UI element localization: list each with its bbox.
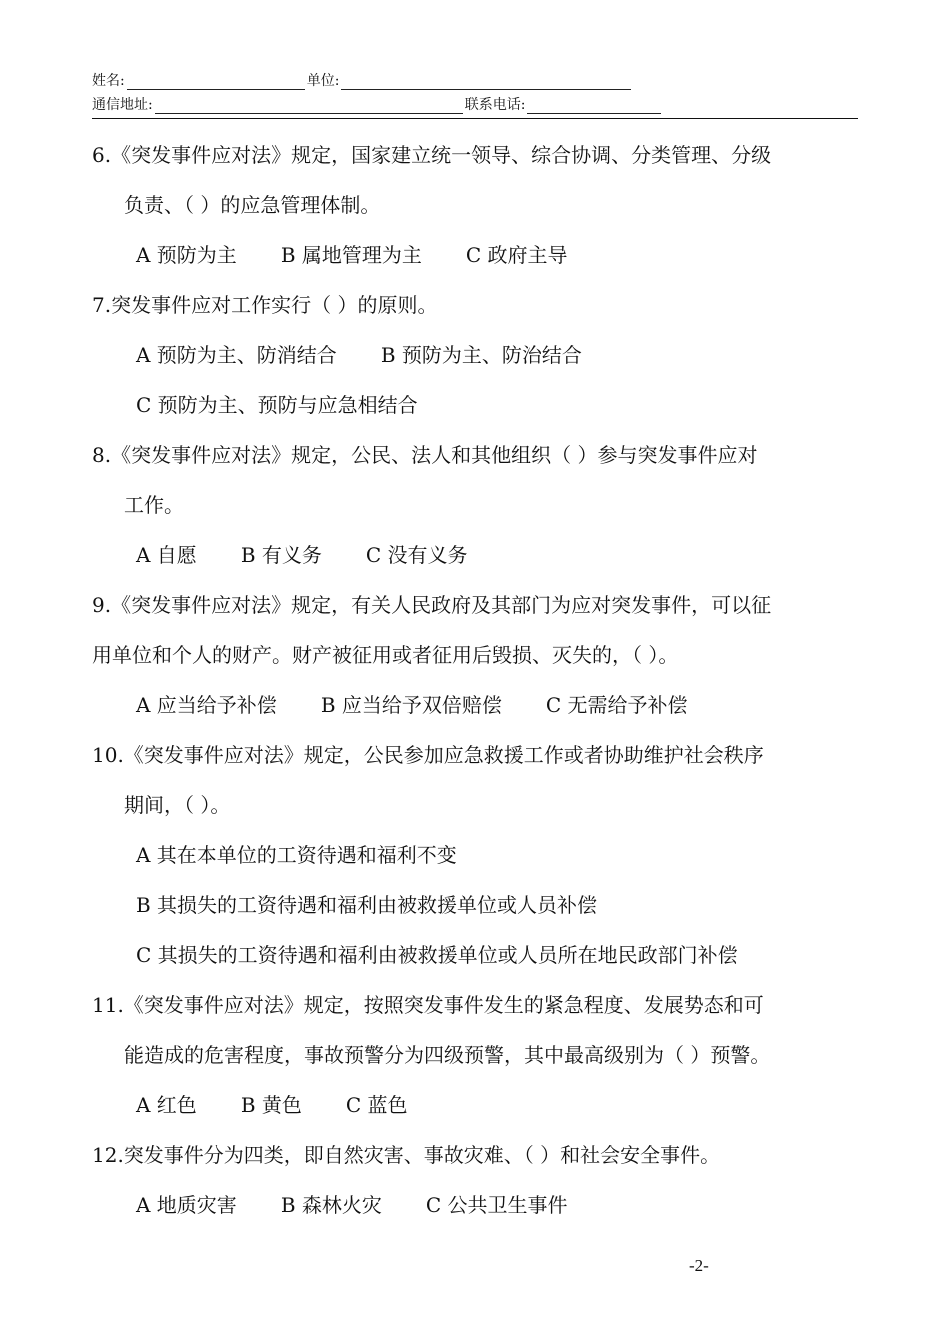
address-label: 通信地址:: [92, 97, 153, 113]
question-7: [92, 280, 862, 430]
question-text: 期间，（ ）。: [124, 793, 231, 817]
option-a[interactable]: A 自愿: [136, 543, 197, 567]
option-row: [92, 1080, 862, 1130]
option-row: [92, 230, 862, 280]
address-field[interactable]: [155, 97, 463, 114]
question-text: 6.《突发事件应对法》规定，国家建立统一领导、综合协调、分类管理、分级: [92, 143, 772, 167]
option-b[interactable]: B 黄色: [240, 1093, 302, 1117]
option-b[interactable]: B 其损失的工资待遇和福利由被救援单位或人员补偿: [136, 893, 598, 917]
option-row: [92, 530, 862, 580]
option-c[interactable]: C 政府主导: [465, 243, 568, 267]
question-text: 11.《突发事件应对法》规定，按照突发事件发生的紧急程度、发展势态和可: [92, 993, 764, 1017]
question-text: 7.突发事件应对工作实行（ ）的原则。: [92, 293, 438, 317]
option-a[interactable]: A 预防为主、防消结合: [136, 343, 337, 367]
question-text: 用单位和个人的财产。财产被征用或者征用后毁损、灭失的，（ ）。: [92, 643, 679, 667]
option-c[interactable]: C 预防为主、预防与应急相结合: [136, 393, 418, 417]
option-row: [92, 680, 862, 730]
option-a[interactable]: A 红色: [136, 1093, 197, 1117]
phone-label: 联系电话:: [464, 97, 526, 113]
option-c[interactable]: C 公共卫生事件: [425, 1193, 568, 1217]
question-9: [92, 580, 862, 730]
option-c[interactable]: C 无需给予补偿: [545, 693, 688, 717]
option-a[interactable]: A 预防为主: [136, 243, 237, 267]
option-row: [92, 380, 862, 430]
page-number: -2-: [689, 1256, 709, 1275]
question-text: 8.《突发事件应对法》规定，公民、法人和其他组织（ ）参与突发事件应对: [92, 443, 758, 467]
option-row: [92, 330, 862, 380]
question-12: [92, 1130, 862, 1230]
question-text: 10.《突发事件应对法》规定，公民参加应急救援工作或者协助维护社会秩序: [92, 743, 764, 767]
question-text: 负责、（ ）的应急管理体制。: [124, 193, 381, 217]
name-label: 姓名:: [92, 73, 125, 89]
option-b[interactable]: B 有义务: [240, 543, 322, 567]
header-row-2: [92, 90, 858, 114]
name-field[interactable]: [127, 73, 305, 90]
question-8: [92, 430, 862, 580]
unit-label: 单位:: [306, 73, 340, 89]
option-b[interactable]: B 应当给予双倍赔偿: [320, 693, 502, 717]
option-a[interactable]: A 其在本单位的工资待遇和福利不变: [136, 843, 457, 867]
option-row: [92, 1180, 862, 1230]
form-header: [92, 66, 858, 114]
option-a[interactable]: A 应当给予补偿: [136, 693, 277, 717]
option-a[interactable]: A 地质灾害: [136, 1193, 237, 1217]
option-b[interactable]: B 森林火灾: [280, 1193, 382, 1217]
question-text: 能造成的危害程度，事故预警分为四级预警，其中最高级别为（ ）预警。: [124, 1043, 771, 1067]
question-text: 工作。: [124, 493, 184, 517]
phone-field[interactable]: [527, 97, 661, 114]
header-divider: [92, 118, 858, 119]
option-b[interactable]: B 预防为主、防治结合: [380, 343, 582, 367]
question-text: 9.《突发事件应对法》规定，有关人民政府及其部门为应对突发事件，可以征: [92, 593, 772, 617]
option-c[interactable]: C 没有义务: [365, 543, 468, 567]
option-b[interactable]: B 属地管理为主: [280, 243, 422, 267]
header-row-1: [92, 66, 858, 90]
question-list: [92, 130, 862, 1230]
option-c[interactable]: C 其损失的工资待遇和福利由被救援单位或人员所在地民政部门补偿: [136, 943, 738, 967]
question-text: 12.突发事件分为四类，即自然灾害、事故灾难、（ ）和社会安全事件。: [92, 1143, 721, 1167]
question-10: [92, 730, 862, 980]
unit-field[interactable]: [341, 73, 631, 90]
question-11: [92, 980, 862, 1130]
question-6: [92, 130, 862, 280]
option-c[interactable]: C 蓝色: [345, 1093, 408, 1117]
